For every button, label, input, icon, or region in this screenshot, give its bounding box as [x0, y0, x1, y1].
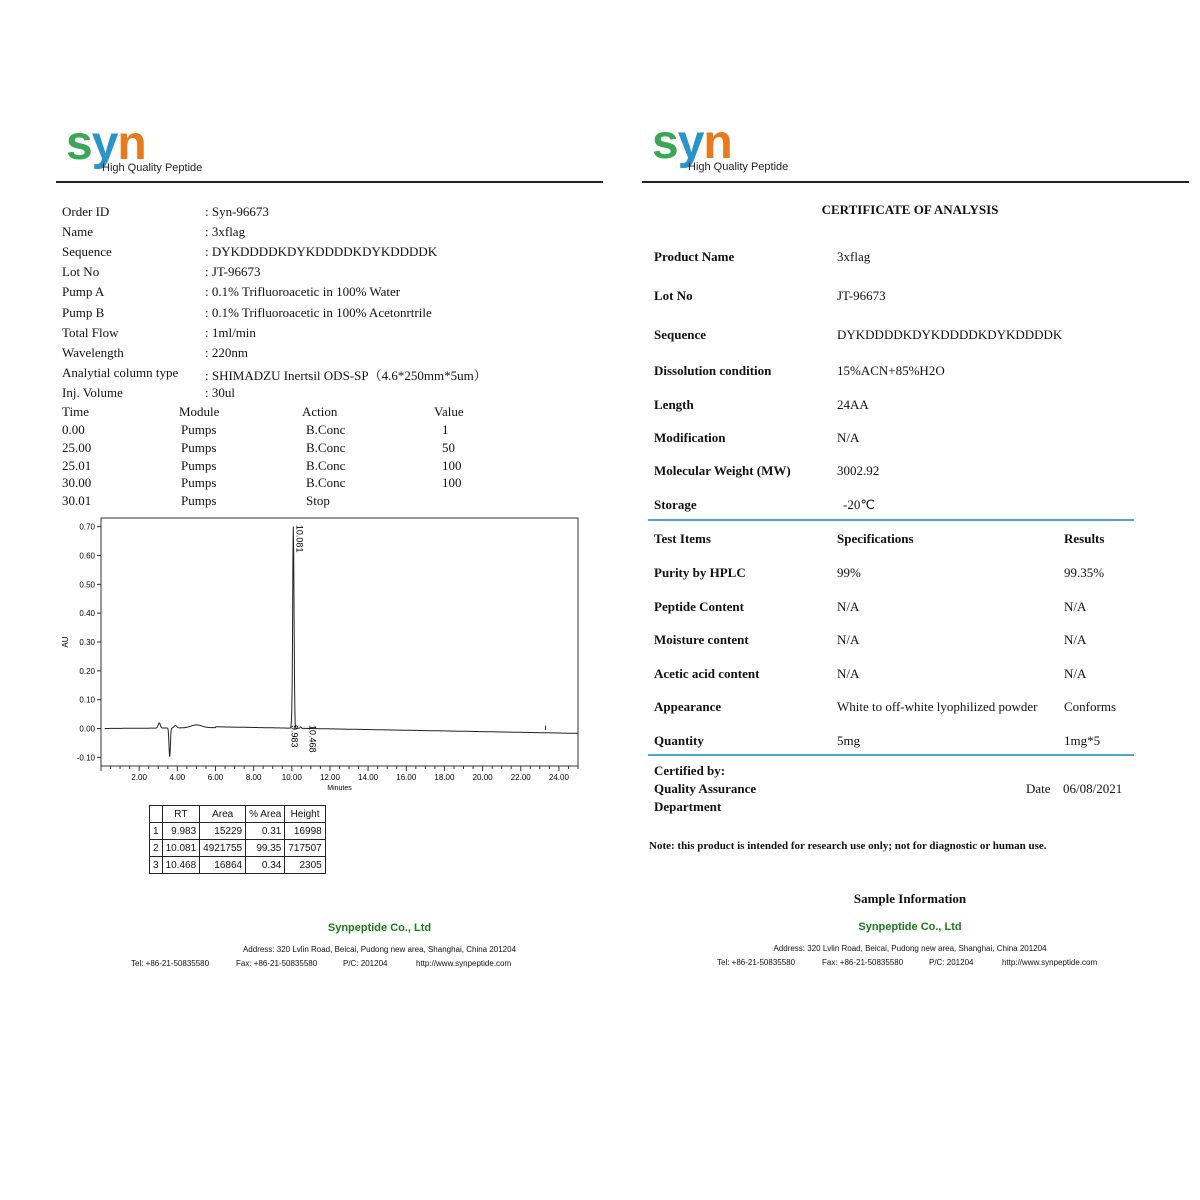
- product-label: Product Name: [654, 249, 735, 264]
- x-tick-label: 8.00: [245, 773, 262, 782]
- y-tick-label: 0.50: [79, 580, 95, 590]
- product-value: 3002.92: [837, 463, 880, 478]
- test-item: Moisture content: [654, 632, 749, 647]
- left-web[interactable]: http://www.synpeptide.com: [416, 959, 512, 968]
- info-value: : 30ul: [205, 384, 235, 400]
- test-result: Conforms: [1064, 699, 1116, 714]
- test-spec: N/A: [837, 632, 860, 647]
- peak-label: 10.081: [294, 524, 305, 553]
- info-value: : 0.1% Trifluoroacetic in 100% Water: [205, 284, 401, 300]
- gradient-cell: Stop: [306, 493, 330, 509]
- gradient-cell: 30.01: [62, 493, 92, 509]
- gradient-cell: Pumps: [181, 493, 217, 509]
- info-label: Lot No: [62, 264, 100, 280]
- gradient-cell: Pumps: [181, 475, 217, 491]
- test-spec: N/A: [837, 665, 860, 681]
- info-value: : Syn-96673: [205, 204, 269, 219]
- left-company-name: Synpeptide Co., Ltd: [327, 922, 432, 934]
- gradient-cell: B.Conc: [306, 439, 346, 455]
- product-label: Length: [654, 397, 694, 412]
- gradient-header: Value: [434, 404, 464, 419]
- y-tick-label: 0.30: [79, 638, 95, 647]
- test-result: 99.35%: [1064, 565, 1105, 580]
- right-logo: [652, 116, 832, 187]
- coa-title: CERTIFICATE OF ANALYSIS: [821, 202, 999, 217]
- peak-table-cell: 717507: [285, 840, 325, 857]
- peak-table-cell: 10.081: [162, 840, 200, 857]
- gradient-cell: 1: [442, 422, 449, 437]
- info-label: Sequence: [62, 244, 112, 260]
- gradient-cell: Pumps: [181, 422, 217, 437]
- department-line: Department: [654, 799, 722, 814]
- test-result: 1mg*5: [1064, 732, 1101, 748]
- gradient-header: Module: [179, 404, 220, 419]
- x-tick-label: 2.00: [131, 773, 147, 782]
- product-value: -20℃: [843, 497, 875, 512]
- info-value: : DYKDDDDKDYKDDDDKDYKDDDDK: [205, 244, 438, 260]
- x-tick-label: 14.00: [358, 773, 379, 782]
- product-value: DYKDDDDKDYKDDDDKDYKDDDDK: [837, 327, 1063, 342]
- right-fax: Fax: +86-21-50835580: [822, 958, 904, 967]
- x-tick-label: 16.00: [396, 773, 417, 782]
- left-header-rule: [56, 181, 603, 183]
- peak-table-cell: 16998: [285, 823, 325, 840]
- info-value: : 0.1% Trifluoroacetic in 100% Acetonrtrile: [205, 304, 432, 320]
- logo-tagline: High Quality Peptide: [102, 162, 203, 174]
- info-label: Inj. Volume: [62, 384, 123, 400]
- left-address: Address: 320 Lvlin Road, Beicai, Pudong new area, Shanghai, China 201204: [242, 945, 517, 954]
- tests-header-result: Results: [1064, 531, 1105, 546]
- qa-line: Quality Assurance: [654, 781, 757, 796]
- right-company-name: Synpeptide Co., Ltd: [858, 921, 962, 933]
- product-label: Sequence: [654, 327, 706, 342]
- info-label: Pump A: [62, 284, 105, 300]
- info-value: : 220nm: [205, 344, 248, 360]
- product-value: N/A: [837, 430, 860, 445]
- x-tick-label: 4.00: [169, 773, 186, 782]
- y-tick-label: 0.60: [79, 551, 95, 561]
- peak-table-cell: 16864: [200, 857, 246, 874]
- tests-header-spec: Specifications: [837, 531, 914, 546]
- x-tick-label: 10.00: [281, 773, 302, 782]
- peak-table-header: Area: [200, 806, 246, 823]
- product-label: Modification: [654, 430, 726, 445]
- product-label: Dissolution condition: [654, 363, 772, 378]
- test-item: Appearance: [654, 699, 722, 714]
- x-tick-label: 12.00: [319, 773, 340, 782]
- y-tick-label: 0.40: [79, 609, 95, 619]
- gradient-cell: B.Conc: [306, 475, 346, 491]
- product-value: 24AA: [837, 397, 869, 412]
- peak-table-cell: 3: [150, 857, 163, 874]
- product-value: 3xflag: [837, 249, 871, 264]
- product-label: Molecular Weight (MW): [654, 463, 791, 478]
- peak-table-cell: 0.31: [246, 823, 285, 840]
- test-item: Purity by HPLC: [654, 565, 746, 580]
- info-label: Name: [62, 224, 94, 240]
- peak-label: 9.983: [289, 725, 300, 748]
- y-tick-label: 0.70: [79, 522, 95, 532]
- right-address: Address: 320 Lvlin Road, Beicai, Pudong new area, Shanghai, China 201204: [773, 944, 1047, 953]
- peak-table-cell: 9.983: [162, 823, 200, 840]
- tests-header-item: Test Items: [654, 531, 711, 546]
- info-label: Pump B: [62, 304, 105, 320]
- date-value: 06/08/2021: [1063, 781, 1123, 796]
- info-value: : JT-96673: [205, 264, 261, 280]
- gradient-cell: 100: [442, 475, 462, 491]
- blue-divider-bottom: [648, 754, 1134, 756]
- chromatogram: [58, 516, 582, 792]
- sample-info-heading: Sample Information: [853, 891, 967, 906]
- test-spec: 99%: [837, 565, 861, 580]
- date-label: Date: [1026, 781, 1051, 796]
- y-tick-label: 0.00: [79, 724, 95, 734]
- x-tick-label: 6.00: [207, 773, 224, 782]
- left-fax: Fax: +86-21-50835580: [236, 959, 318, 968]
- y-tick-label: 0.10: [79, 695, 95, 705]
- peak-table-cell: 10.468: [162, 857, 200, 874]
- peak-table-header: [150, 806, 163, 823]
- test-item: Quantity: [654, 732, 704, 748]
- test-spec: White to off-white lyophilized powder: [837, 699, 1038, 714]
- info-label: Total Flow: [62, 324, 119, 340]
- peak-table-row: [150, 857, 326, 874]
- peak-table-cell: 0.34: [246, 857, 285, 874]
- product-label: Lot No: [654, 288, 693, 303]
- peak-table-cell: 1: [150, 823, 163, 840]
- chromatogram-trace: [105, 526, 578, 756]
- peak-table-cell: 2: [150, 840, 163, 857]
- x-tick-label: 24.00: [548, 773, 569, 782]
- test-item: Peptide Content: [654, 598, 744, 614]
- logo-wordmark: syn: [66, 117, 146, 170]
- test-spec: N/A: [837, 598, 860, 614]
- peak-label: 10.468: [307, 725, 318, 753]
- peak-table-row: [150, 823, 326, 840]
- test-result: N/A: [1064, 632, 1087, 647]
- gradient-cell: B.Conc: [306, 422, 346, 437]
- x-tick-label: 22.00: [510, 773, 531, 782]
- blue-divider-top: [648, 519, 1134, 521]
- test-result: N/A: [1064, 598, 1087, 614]
- product-label: Storage: [654, 497, 697, 512]
- right-web[interactable]: http://www.synpeptide.com: [1002, 958, 1098, 967]
- peak-table: [149, 805, 326, 874]
- info-value: : 3xflag: [205, 224, 246, 240]
- y-tick-label: -0.10: [76, 753, 95, 763]
- gradient-header: Time: [62, 404, 89, 419]
- right-header-rule: [642, 181, 1189, 183]
- x-axis-label: Minutes: [327, 785, 352, 792]
- logo-tagline: High Quality Peptide: [688, 161, 789, 173]
- product-value: JT-96673: [837, 288, 886, 303]
- peak-table-header: RT: [162, 806, 200, 823]
- peak-table-row: [150, 840, 326, 857]
- gradient-cell: 30.00: [62, 475, 92, 491]
- x-tick-label: 20.00: [472, 773, 493, 782]
- y-tick-label: 0.20: [79, 666, 95, 676]
- left-pc: P/C: 201204: [343, 959, 388, 968]
- left-tel: Tel: +86-21-50835580: [131, 959, 210, 968]
- research-note: Note: this product is intended for research use only; not for diagnostic or human use.: [649, 840, 1047, 852]
- gradient-cell: Pumps: [181, 457, 217, 473]
- test-spec: 5mg: [837, 732, 861, 748]
- peak-table-cell: 4921755: [200, 840, 246, 857]
- gradient-cell: 25.01: [62, 457, 92, 473]
- peak-table-cell: 15229: [200, 823, 246, 840]
- product-value: 15%ACN+85%H2O: [837, 363, 945, 378]
- left-logo: [66, 117, 246, 188]
- peak-table-header: % Area: [246, 806, 285, 823]
- certified-by: Certified by:: [654, 763, 726, 778]
- logo-wordmark: syn: [652, 116, 732, 169]
- info-value: : SHIMADZU Inertsil ODS-SP（4.6*250mm*5um）: [205, 367, 487, 383]
- gradient-cell: Pumps: [181, 439, 217, 455]
- gradient-cell: B.Conc: [306, 457, 346, 473]
- right-pc: P/C: 201204: [929, 958, 974, 967]
- right-tel: Tel: +86-21-50835580: [717, 958, 796, 967]
- y-axis-label: AU: [61, 636, 70, 648]
- gradient-cell: 100: [442, 457, 462, 473]
- info-label: Wavelength: [62, 344, 124, 360]
- gradient-cell: 0.00: [62, 422, 85, 437]
- test-result: N/A: [1064, 665, 1087, 681]
- x-tick-label: 18.00: [434, 773, 455, 782]
- info-value: : 1ml/min: [205, 324, 256, 340]
- test-item: Acetic acid content: [654, 665, 760, 681]
- peak-table-cell: 2305: [285, 857, 325, 874]
- gradient-cell: 50: [442, 439, 455, 455]
- peak-table-cell: 99.35: [246, 840, 285, 857]
- info-label: Analytial column type: [62, 364, 179, 380]
- info-label: Order ID: [62, 204, 110, 219]
- peak-table-header: Height: [285, 806, 325, 823]
- gradient-header: Action: [302, 404, 338, 419]
- gradient-cell: 25.00: [62, 439, 92, 455]
